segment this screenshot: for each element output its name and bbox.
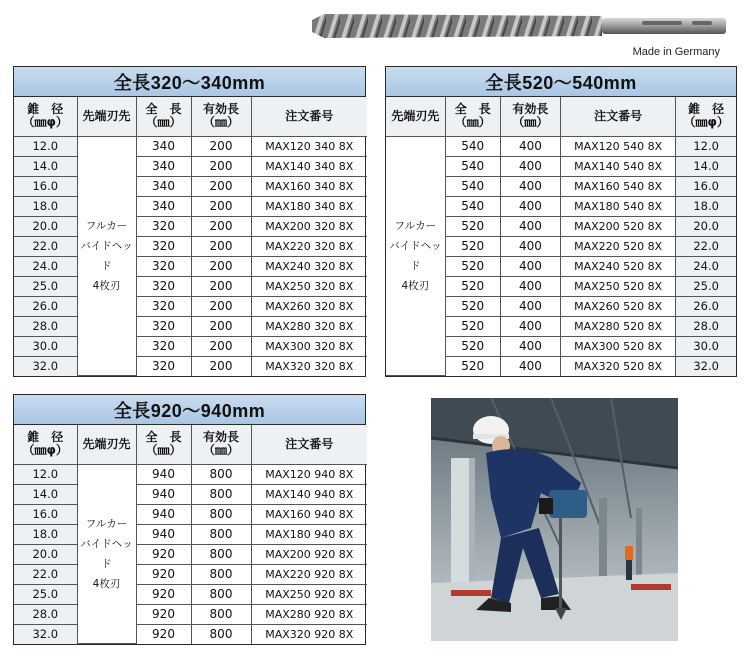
- table-row: [14, 296, 367, 316]
- diameter-cell: 14.0: [14, 156, 77, 176]
- total-length-cell: 940: [136, 484, 191, 504]
- drill-bit-image: [312, 10, 726, 42]
- header-total-length: 全 長 （㎜）: [136, 425, 191, 464]
- effective-length-cell: 800: [191, 464, 251, 484]
- effective-length-cell: 400: [500, 156, 560, 176]
- effective-length-cell: 400: [500, 216, 560, 236]
- effective-length-cell: 200: [191, 136, 251, 156]
- order-number-cell: MAX280 920 8X: [251, 604, 367, 624]
- total-length-cell: 920: [136, 544, 191, 564]
- order-number-cell: MAX220 520 8X: [560, 236, 675, 256]
- total-length-cell: 320: [136, 276, 191, 296]
- tip-line: バイドヘッド: [389, 239, 442, 272]
- tip-line: 4枚刃: [92, 279, 121, 292]
- tip-line: フルカー: [394, 219, 437, 232]
- order-number-cell: MAX320 320 8X: [251, 356, 367, 376]
- table-row: [14, 156, 367, 176]
- diameter-cell: 22.0: [14, 236, 77, 256]
- diameter-cell: 30.0: [676, 336, 736, 356]
- effective-length-cell: 200: [191, 176, 251, 196]
- header-diameter: 錐 径 （㎜φ）: [676, 97, 736, 136]
- total-length-cell: 940: [136, 524, 191, 544]
- diameter-cell: 28.0: [676, 316, 736, 336]
- effective-length-cell: 200: [191, 216, 251, 236]
- diameter-cell: 32.0: [14, 624, 77, 644]
- total-length-cell: 540: [445, 156, 500, 176]
- total-length-cell: 520: [445, 356, 500, 376]
- effective-length-cell: 400: [500, 236, 560, 256]
- table-row: [14, 276, 367, 296]
- order-number-cell: MAX320 520 8X: [560, 356, 675, 376]
- order-number-cell: MAX250 920 8X: [251, 584, 367, 604]
- total-length-cell: 540: [445, 136, 500, 156]
- order-number-cell: MAX260 320 8X: [251, 296, 367, 316]
- effective-length-cell: 400: [500, 136, 560, 156]
- total-length-cell: 340: [136, 156, 191, 176]
- order-number-cell: MAX160 540 8X: [560, 176, 675, 196]
- header-total-length: 全 長 （㎜）: [445, 97, 500, 136]
- total-length-cell: 320: [136, 296, 191, 316]
- order-number-cell: MAX180 540 8X: [560, 196, 675, 216]
- tip-line: 4枚刃: [401, 279, 430, 292]
- diameter-cell: 26.0: [14, 296, 77, 316]
- table-title: 全長520～540mm: [386, 67, 736, 97]
- total-length-cell: 520: [445, 336, 500, 356]
- total-length-cell: 520: [445, 276, 500, 296]
- diameter-cell: 28.0: [14, 604, 77, 624]
- diameter-cell: 16.0: [14, 176, 77, 196]
- tip-line: バイドヘッド: [80, 239, 133, 272]
- diameter-cell: 18.0: [14, 196, 77, 216]
- effective-length-cell: 800: [191, 544, 251, 564]
- header-effective-length: 有効長 （㎜）: [191, 425, 251, 464]
- effective-length-cell: 200: [191, 156, 251, 176]
- effective-length-cell: 800: [191, 484, 251, 504]
- effective-length-cell: 400: [500, 196, 560, 216]
- effective-length-cell: 200: [191, 276, 251, 296]
- total-length-cell: 320: [136, 316, 191, 336]
- order-number-cell: MAX300 320 8X: [251, 336, 367, 356]
- effective-length-cell: 400: [500, 336, 560, 356]
- diameter-cell: 26.0: [676, 296, 736, 316]
- table-row: [14, 504, 367, 524]
- tip-line: バイドヘッド: [80, 537, 133, 570]
- diameter-cell: 18.0: [14, 524, 77, 544]
- tip-line: 4枚刃: [92, 577, 121, 590]
- total-length-cell: 920: [136, 624, 191, 644]
- effective-length-cell: 200: [191, 296, 251, 316]
- effective-length-cell: 200: [191, 196, 251, 216]
- order-number-cell: MAX300 520 8X: [560, 336, 675, 356]
- total-length-cell: 540: [445, 196, 500, 216]
- tip-line: フルカー: [85, 517, 128, 530]
- total-length-cell: 540: [445, 176, 500, 196]
- diameter-cell: 16.0: [676, 176, 736, 196]
- header-diameter: 錐 径 （㎜φ）: [14, 97, 77, 136]
- diameter-cell: 25.0: [14, 584, 77, 604]
- total-length-cell: 920: [136, 564, 191, 584]
- total-length-cell: 920: [136, 584, 191, 604]
- table-row: [14, 216, 367, 236]
- table-row: [14, 176, 367, 196]
- diameter-cell: 25.0: [14, 276, 77, 296]
- order-number-cell: MAX250 320 8X: [251, 276, 367, 296]
- order-number-cell: MAX260 520 8X: [560, 296, 675, 316]
- table-row: [14, 484, 367, 504]
- diameter-cell: 32.0: [676, 356, 736, 376]
- total-length-cell: 520: [445, 236, 500, 256]
- order-number-cell: MAX160 940 8X: [251, 504, 367, 524]
- table-row: [14, 624, 367, 644]
- effective-length-cell: 400: [500, 296, 560, 316]
- effective-length-cell: 400: [500, 176, 560, 196]
- order-number-cell: MAX240 520 8X: [560, 256, 675, 276]
- diameter-cell: 12.0: [676, 136, 736, 156]
- diameter-cell: 30.0: [14, 336, 77, 356]
- effective-length-cell: 200: [191, 336, 251, 356]
- effective-length-cell: 800: [191, 524, 251, 544]
- total-length-cell: 320: [136, 236, 191, 256]
- table-row: [14, 584, 367, 604]
- diameter-cell: 12.0: [14, 464, 77, 484]
- table-row: [14, 196, 367, 216]
- made-in-label: Made in Germany: [632, 46, 720, 58]
- total-length-cell: 320: [136, 256, 191, 276]
- effective-length-cell: 800: [191, 504, 251, 524]
- tip-line: フルカー: [85, 219, 128, 232]
- diameter-cell: 14.0: [676, 156, 736, 176]
- order-number-cell: MAX180 940 8X: [251, 524, 367, 544]
- effective-length-cell: 200: [191, 316, 251, 336]
- order-number-cell: MAX140 940 8X: [251, 484, 367, 504]
- worker-drilling-photo: [431, 398, 678, 641]
- effective-length-cell: 200: [191, 236, 251, 256]
- effective-length-cell: 400: [500, 356, 560, 376]
- order-number-cell: MAX180 340 8X: [251, 196, 367, 216]
- header-total-length: 全 長 （㎜）: [136, 97, 191, 136]
- effective-length-cell: 200: [191, 356, 251, 376]
- header-order-number: 注文番号: [560, 97, 675, 136]
- header-diameter: 錐 径 （㎜φ）: [14, 425, 77, 464]
- total-length-cell: 940: [136, 464, 191, 484]
- total-length-cell: 320: [136, 216, 191, 236]
- total-length-cell: 340: [136, 196, 191, 216]
- tip-type-cell: [77, 464, 136, 644]
- total-length-cell: 320: [136, 336, 191, 356]
- order-number-cell: MAX240 320 8X: [251, 256, 367, 276]
- order-number-cell: MAX120 540 8X: [560, 136, 675, 156]
- order-number-cell: MAX200 520 8X: [560, 216, 675, 236]
- diameter-cell: 20.0: [676, 216, 736, 236]
- header-tip: 先端刃先: [77, 97, 136, 136]
- total-length-cell: 320: [136, 356, 191, 376]
- effective-length-cell: 400: [500, 256, 560, 276]
- order-number-cell: MAX220 320 8X: [251, 236, 367, 256]
- table-row: [14, 604, 367, 624]
- order-number-cell: MAX120 340 8X: [251, 136, 367, 156]
- header-order-number: 注文番号: [251, 425, 367, 464]
- table-row: [386, 136, 736, 156]
- effective-length-cell: 200: [191, 256, 251, 276]
- diameter-cell: 20.0: [14, 216, 77, 236]
- header-tip: 先端刃先: [386, 97, 445, 136]
- total-length-cell: 940: [136, 504, 191, 524]
- total-length-cell: 520: [445, 296, 500, 316]
- order-number-cell: MAX140 340 8X: [251, 156, 367, 176]
- effective-length-cell: 800: [191, 564, 251, 584]
- table-row: [14, 136, 367, 156]
- effective-length-cell: 800: [191, 624, 251, 644]
- diameter-cell: 16.0: [14, 504, 77, 524]
- order-number-cell: MAX320 920 8X: [251, 624, 367, 644]
- diameter-cell: 20.0: [14, 544, 77, 564]
- header-order-number: 注文番号: [251, 97, 367, 136]
- total-length-cell: 520: [445, 216, 500, 236]
- order-number-cell: MAX120 940 8X: [251, 464, 367, 484]
- diameter-cell: 12.0: [14, 136, 77, 156]
- effective-length-cell: 400: [500, 276, 560, 296]
- diameter-cell: 28.0: [14, 316, 77, 336]
- header-effective-length: 有効長 （㎜）: [191, 97, 251, 136]
- diameter-cell: 24.0: [676, 256, 736, 276]
- diameter-cell: 25.0: [676, 276, 736, 296]
- spec-table-320-340: [13, 66, 366, 377]
- tip-type-cell: [77, 136, 136, 376]
- effective-length-cell: 400: [500, 316, 560, 336]
- table-row: [14, 236, 367, 256]
- table-row: [14, 256, 367, 276]
- table-title: 全長920～940mm: [14, 395, 365, 425]
- table-row: [14, 524, 367, 544]
- table-row: [14, 564, 367, 584]
- diameter-cell: 24.0: [14, 256, 77, 276]
- total-length-cell: 920: [136, 604, 191, 624]
- order-number-cell: MAX280 520 8X: [560, 316, 675, 336]
- table-row: [14, 544, 367, 564]
- tip-type-cell: [386, 136, 445, 376]
- order-number-cell: MAX220 920 8X: [251, 564, 367, 584]
- diameter-cell: 14.0: [14, 484, 77, 504]
- effective-length-cell: 800: [191, 584, 251, 604]
- table-row: [14, 464, 367, 484]
- order-number-cell: MAX280 320 8X: [251, 316, 367, 336]
- spec-table-520-540: [385, 66, 737, 377]
- order-number-cell: MAX200 920 8X: [251, 544, 367, 564]
- total-length-cell: 520: [445, 256, 500, 276]
- header-tip: 先端刃先: [77, 425, 136, 464]
- spec-table-920-940: [13, 394, 366, 645]
- diameter-cell: 22.0: [676, 236, 736, 256]
- effective-length-cell: 800: [191, 604, 251, 624]
- total-length-cell: 520: [445, 316, 500, 336]
- table-row: [14, 316, 367, 336]
- table-row: [14, 356, 367, 376]
- diameter-cell: 22.0: [14, 564, 77, 584]
- order-number-cell: MAX250 520 8X: [560, 276, 675, 296]
- order-number-cell: MAX160 340 8X: [251, 176, 367, 196]
- table-title: 全長320～340mm: [14, 67, 365, 97]
- total-length-cell: 340: [136, 176, 191, 196]
- diameter-cell: 32.0: [14, 356, 77, 376]
- diameter-cell: 18.0: [676, 196, 736, 216]
- total-length-cell: 340: [136, 136, 191, 156]
- table-row: [14, 336, 367, 356]
- header-effective-length: 有効長 （㎜）: [500, 97, 560, 136]
- order-number-cell: MAX200 320 8X: [251, 216, 367, 236]
- order-number-cell: MAX140 540 8X: [560, 156, 675, 176]
